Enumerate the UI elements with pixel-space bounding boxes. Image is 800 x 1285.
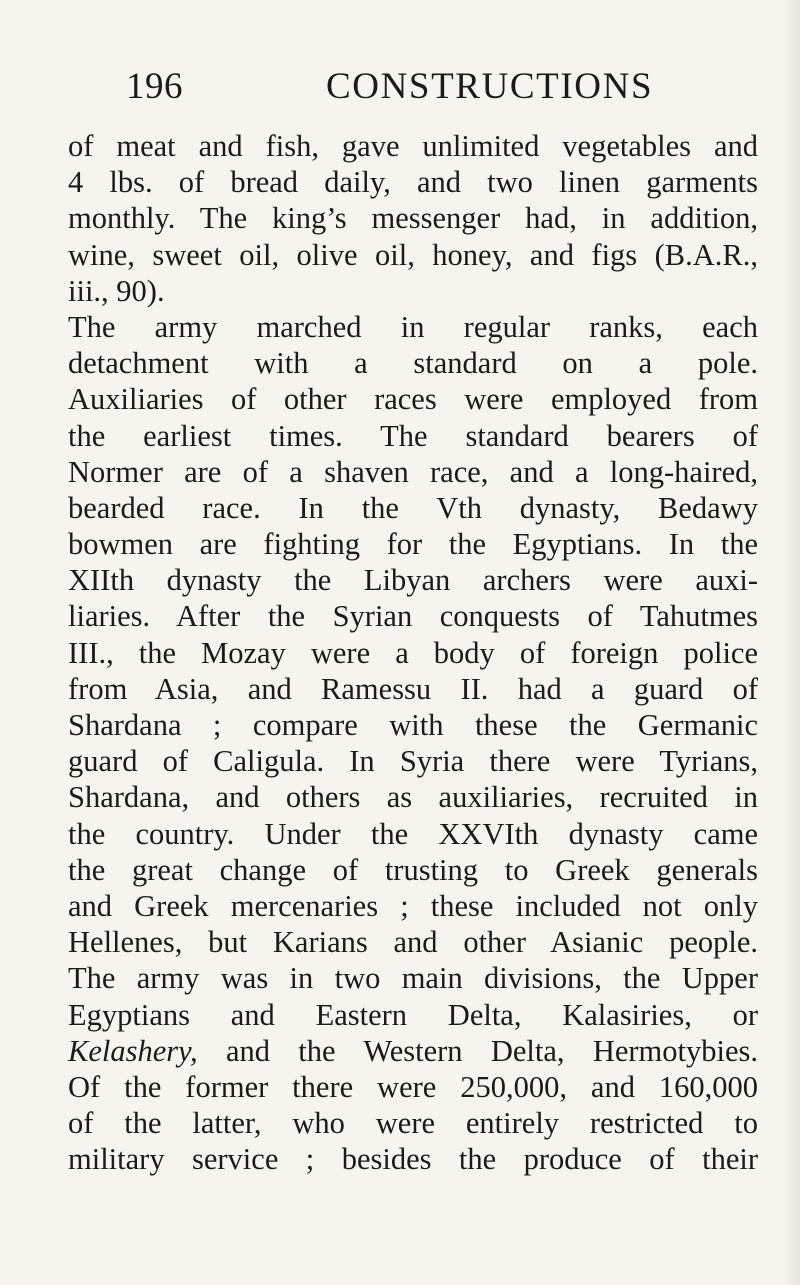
- text-line-26-rest: and the Western Delta, Hermotybies.: [225, 1033, 759, 1068]
- text-line-11: bearded race. In the Vth dynasty, Bedawy: [68, 490, 758, 525]
- text-line-4: wine, sweet oil, olive oil, honey, and figs (B.A.R.,: [68, 237, 758, 272]
- text-line-27: Of the former there were 250,000, and 160,000: [68, 1069, 758, 1104]
- italic-term: Kelashery,: [68, 1033, 198, 1068]
- text-line-22: and Greek mercenaries ; these included not only: [68, 888, 758, 923]
- text-line-29: military service ; besides the produce of their: [68, 1142, 758, 1177]
- text-line-16: from Asia, and Ramessu II. had a guard of: [68, 671, 758, 706]
- text-line-19: Shardana, and others as auxiliaries, recruited in: [68, 780, 758, 815]
- text-line-15: III., the Mozay were a body of foreign police: [68, 635, 758, 670]
- text-line-21: the great change of trusting to Greek generals: [68, 852, 758, 887]
- text-line-18: guard of Caligula. In Syria there were Tyrians,: [68, 744, 758, 779]
- page-number: 196: [126, 66, 183, 107]
- text-line-6: The army marched in regular ranks, each: [68, 309, 758, 344]
- text-line-8: Auxiliaries of other races were employed from: [68, 382, 758, 417]
- text-line-9: the earliest times. The standard bearers of: [68, 418, 758, 453]
- text-line-3: monthly. The king’s messenger had, in addition,: [68, 201, 758, 236]
- text-line-2: 4 lbs. of bread daily, and two linen garments: [68, 165, 758, 200]
- text-line-26: [68, 1033, 758, 1069]
- text-line-25: Egyptians and Eastern Delta, Kalasiries, or: [68, 997, 758, 1032]
- text-line-20: the country. Under the XXVIth dynasty came: [68, 816, 758, 851]
- text-line-23: Hellenes, but Karians and other Asianic people.: [68, 925, 758, 960]
- text-line-12: bowmen are fighting for the Egyptians. In the: [68, 527, 758, 562]
- page-edge-shadow: [782, 0, 800, 1285]
- text-line-10: Normer are of a shaven race, and a long-haired,: [68, 454, 758, 489]
- running-head: [126, 62, 654, 112]
- text-line-7: detachment with a standard on a pole.: [68, 346, 758, 381]
- text-line-5: iii., 90).: [68, 273, 165, 308]
- text-line-28: of the latter, who were entirely restricted to: [68, 1106, 758, 1141]
- running-title: CONSTRUCTIONS: [326, 66, 654, 107]
- text-line-14: liaries. After the Syrian conquests of Tahutmes: [68, 599, 758, 634]
- text-line-1: of meat and fish, gave unlimited vegetables and: [68, 129, 758, 163]
- body-text: [68, 128, 758, 1177]
- text-line-13: XIIth dynasty the Libyan archers were auxi-: [68, 563, 758, 598]
- text-line-17: Shardana ; compare with these the Germanic: [68, 708, 758, 742]
- text-line-24: The army was in two main divisions, the Upper: [68, 961, 758, 996]
